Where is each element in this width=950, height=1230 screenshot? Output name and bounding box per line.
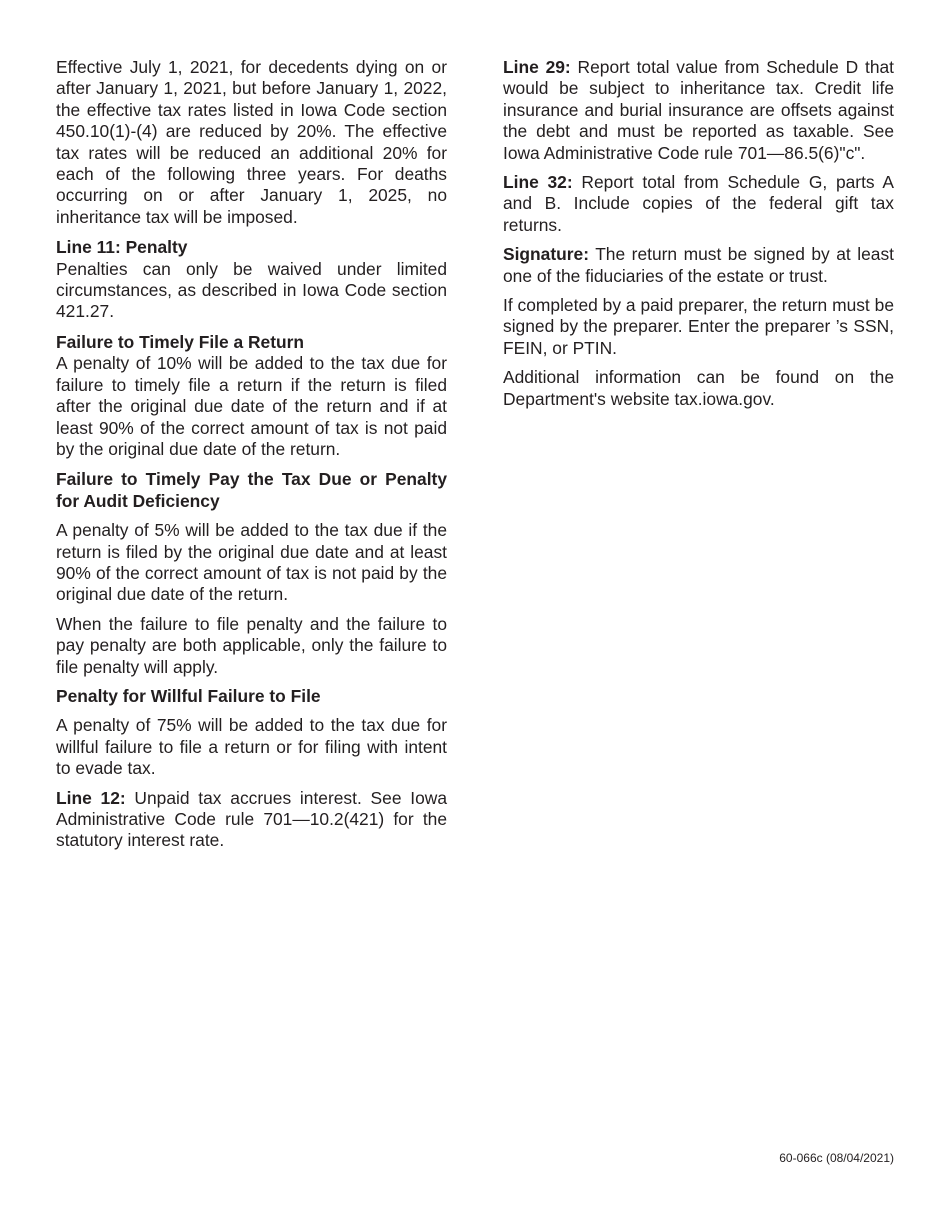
intro-paragraph: Effective July 1, 2021, for decedents dying on or after January 1, 2021, but before January 1, 2022, the effective tax rates listed in Iowa Code section 450.10(1)-(4) are reduced by 20%. The effective tax rates will be reduced an additional 20% for each of the following three years. For deaths occurring on or after January 1, 2025, no inheritance tax will be imposed. bbox=[56, 57, 447, 227]
line32-text: Report total from Schedule G, parts A and B. Include copies of the federal gift tax returns. bbox=[503, 172, 894, 235]
additional-info-paragraph: Additional information can be found on the Department's website tax.iowa.gov. bbox=[503, 367, 894, 409]
line29-paragraph bbox=[503, 57, 894, 164]
fail-file-paragraph: A penalty of 10% will be added to the tax due for failure to timely file a return if the return is filed after the original due date of the return and if at least 90% of the correct amount of tax is not paid by the original due date of the return. bbox=[56, 353, 447, 459]
line11-paragraph: Penalties can only be waived under limited circumstances, as described in Iowa Code section 421.27. bbox=[56, 258, 447, 322]
line29-text: Report total value from Schedule D that would be subject to inheritance tax. Credit life insurance and burial insurance are offsets against the debt and must be reported as taxable. See Iowa Administrative Code rule 701—86.5(6)"c". bbox=[503, 57, 894, 163]
line32-paragraph bbox=[503, 172, 894, 236]
line29-label: Line 29: bbox=[503, 57, 571, 77]
line12-label: Line 12: bbox=[56, 787, 126, 808]
line11-heading: Line 11: Penalty bbox=[56, 237, 188, 258]
fail-pay-paragraph: A penalty of 5% will be added to the tax due if the return is filed by the original due date and at least 90% of the correct amount of tax is not paid by the original due date of the return. bbox=[56, 520, 447, 605]
signature-label: Signature: bbox=[503, 244, 589, 265]
line12-paragraph bbox=[56, 788, 447, 852]
line32-label: Line 32: bbox=[503, 172, 573, 193]
fail-pay-heading: Failure to Timely Pay the Tax Due or Penalty for Audit Deficiency bbox=[56, 469, 447, 511]
signature-text: The return must be signed by at least one of the fiduciaries of the estate or trust. bbox=[503, 244, 894, 286]
willful-paragraph: A penalty of 75% will be added to the tax due for willful failure to file a return or for filing with intent to evade tax. bbox=[56, 715, 447, 779]
left-column bbox=[56, 57, 447, 860]
signature-paragraph bbox=[503, 244, 894, 287]
right-column bbox=[503, 57, 894, 418]
both-penalties-paragraph: When the failure to file penalty and the failure to pay penalty are both applicable, only the failure to file penalty will apply. bbox=[56, 613, 447, 677]
line12-text: Unpaid tax accrues interest. See Iowa Administrative Code rule 701—10.2(421) for the statutory interest rate. bbox=[56, 787, 447, 851]
form-id: 60-066c (08/04/2021) bbox=[779, 1151, 894, 1165]
fail-file-heading: Failure to Timely File a Return bbox=[56, 331, 305, 352]
preparer-paragraph: If completed by a paid preparer, the return must be signed by the preparer. Enter the preparer ’s SSN, FEIN, or PTIN. bbox=[503, 295, 894, 358]
willful-heading: Penalty for Willful Failure to File bbox=[56, 685, 321, 706]
